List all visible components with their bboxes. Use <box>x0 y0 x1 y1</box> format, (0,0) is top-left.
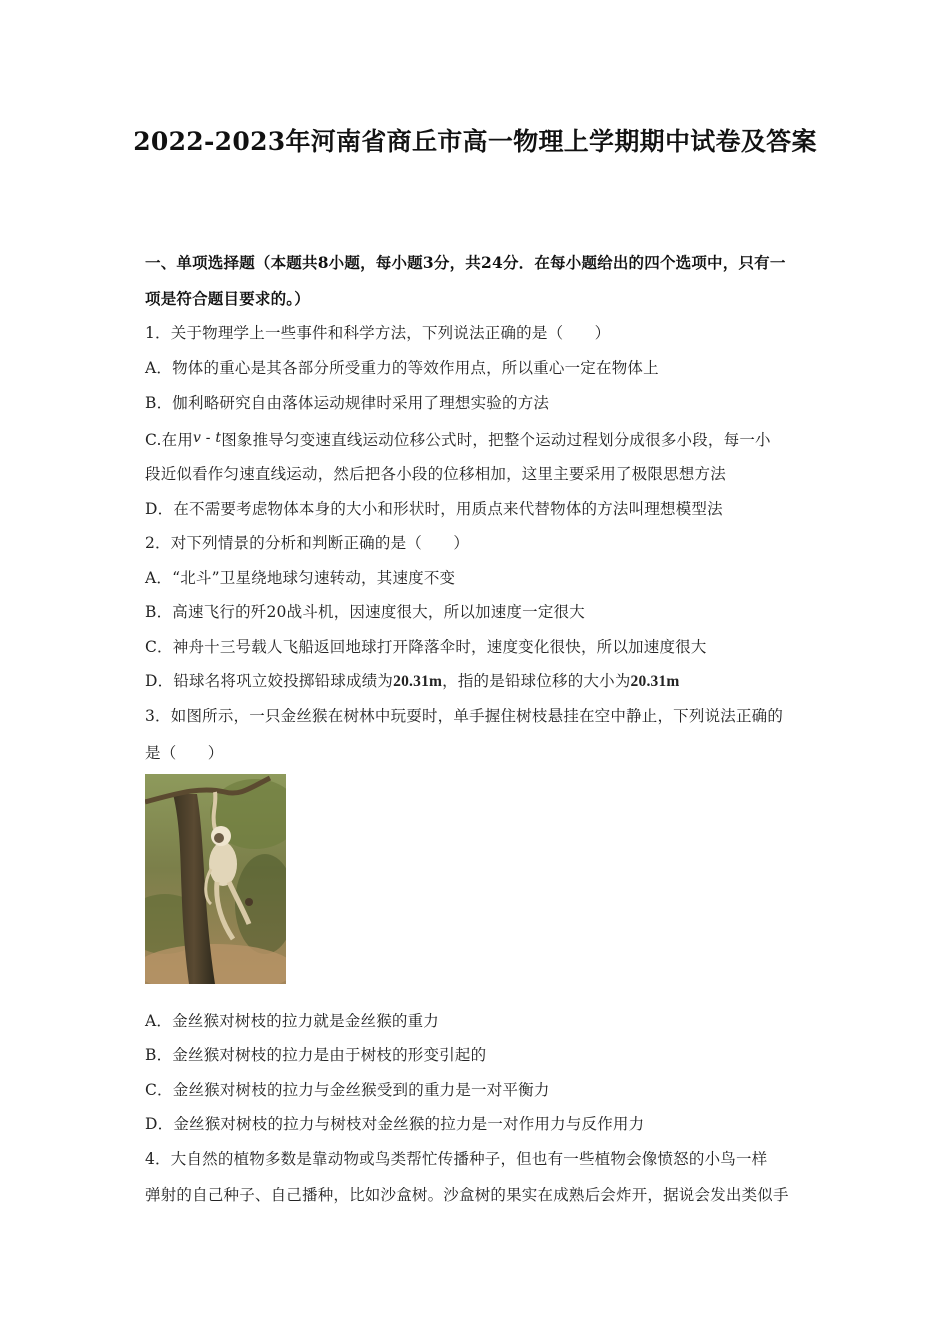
q1-option-b: B．伽利略研究自由落体运动规律时采用了理想实验的方法 <box>145 394 550 412</box>
q2-value-2: 20.31m <box>630 673 680 690</box>
section-heading-line1: 一、单项选择题（本题共8小题，每小题3分，共24分．在每小题给出的四个选项中，只有一 <box>145 253 786 272</box>
q3-option-a: A．金丝猴对树枝的拉力就是金丝猴的重力 <box>145 1012 439 1030</box>
q1-option-a: A．物体的重心是其各部分所受重力的等效作用点，所以重心一定在物体上 <box>145 359 659 377</box>
q2-option-d <box>145 671 810 692</box>
q3-stem-line2: 是（ ） <box>145 744 224 762</box>
q1-option-c-prefix: C.在用 <box>145 431 194 449</box>
q3-option-b: B．金丝猴对树枝的拉力是由于树枝的形变引起的 <box>145 1046 487 1064</box>
q4-stem-line2: 弹射的自己种子、自己播种，比如沙盒树。沙盒树的果实在成熟后会炸开，据说会发出类似手 <box>145 1186 789 1204</box>
section-heading-line2: 项是符合题目要求的。） <box>145 289 310 308</box>
q1-option-d: D．在不需要考虑物体本身的大小和形状时，用质点来代替物体的方法叫理想模型法 <box>145 500 723 518</box>
v-t-formula: v - t <box>193 430 222 446</box>
q1-stem: 1．关于物理学上一些事件和科学方法，下列说法正确的是（ ） <box>145 324 611 342</box>
document-title: 2022-2023年河南省商丘市高一物理上学期期中试卷及答案 <box>133 127 817 156</box>
monkey-photo <box>145 774 286 984</box>
q3-option-d: D．金丝猴对树枝的拉力与树枝对金丝猴的拉力是一对作用力与反作用力 <box>145 1115 645 1133</box>
q4-stem-line1: 4．大自然的植物多数是靠动物或鸟类帮忙传播种子，但也有一些植物会像愤怒的小鸟一样 <box>145 1150 768 1168</box>
q2-value-1: 20.31m <box>393 673 443 690</box>
q2-option-a: A．“北斗”卫星绕地球匀速转动，其速度不变 <box>145 569 456 587</box>
q2-option-d-prefix: D．铅球名将巩立姣投掷铅球成绩为 <box>145 672 394 690</box>
q2-stem: 2．对下列情景的分析和判断正确的是（ ） <box>145 534 470 552</box>
q2-option-b: B．高速飞行的歼20战斗机，因速度很大，所以加速度一定很大 <box>145 603 585 621</box>
q1-option-c-text: 图象推导匀变速直线运动位移公式时，把整个运动过程划分成很多小段，每一小 <box>221 431 771 449</box>
q3-option-c: C．金丝猴对树枝的拉力与金丝猴受到的重力是一对平衡力 <box>145 1081 550 1099</box>
q2-option-d-mid: ，指的是铅球位移的大小为 <box>442 672 631 690</box>
q1-option-c-line1 <box>145 428 810 450</box>
q2-option-c: C．神舟十三号载人飞船返回地球打开降落伞时，速度变化很快，所以加速度很大 <box>145 638 707 656</box>
q3-stem-line1: 3．如图所示，一只金丝猴在树林中玩耍时，单手握住树枝悬挂在空中静止，下列说法正确的 <box>145 707 784 725</box>
q1-option-c-line2: 段近似看作匀速直线运动，然后把各小段的位移相加，这里主要采用了极限思想方法 <box>145 465 726 483</box>
